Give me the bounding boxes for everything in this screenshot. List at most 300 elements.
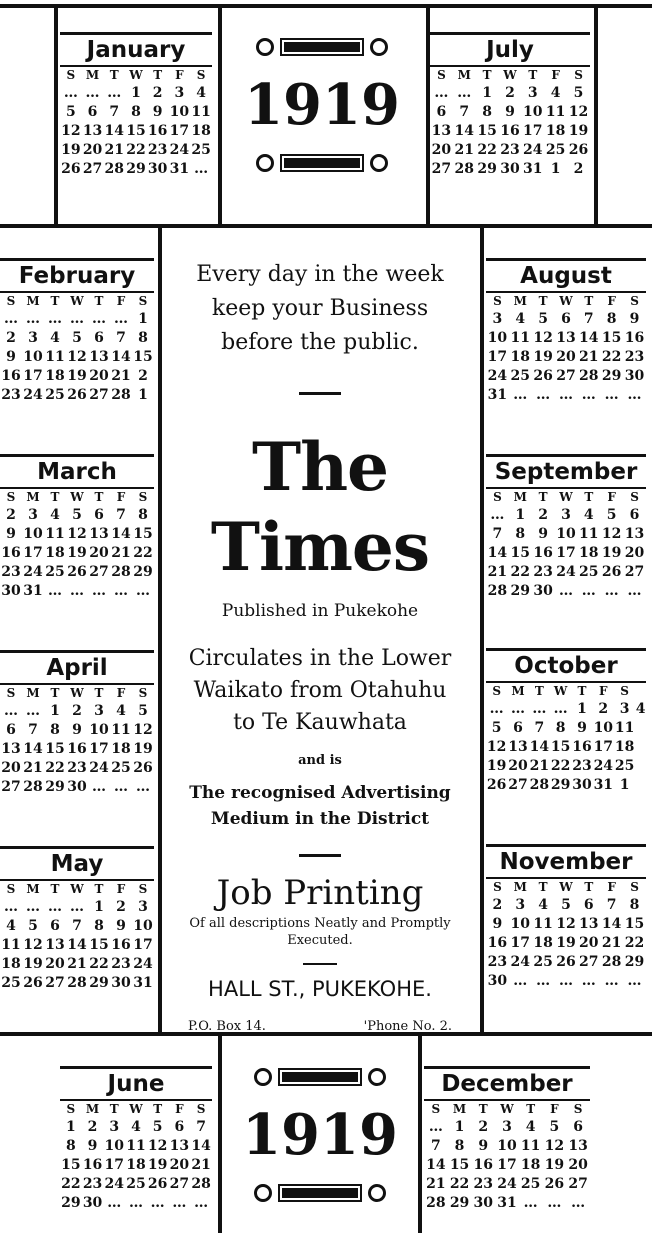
day-cell: … bbox=[114, 583, 128, 599]
day-cell: … bbox=[604, 973, 619, 989]
day-cell: 9 bbox=[478, 1138, 489, 1154]
day-cell: 21 bbox=[454, 142, 474, 158]
circulation-text bbox=[162, 643, 478, 739]
week-row bbox=[60, 84, 212, 103]
day-cell: 3 bbox=[109, 1119, 120, 1135]
day-cell: 4 bbox=[583, 507, 594, 523]
day-cell: 25 bbox=[614, 758, 635, 774]
ring-hole-icon bbox=[254, 1068, 272, 1086]
day-cell: 19 bbox=[486, 758, 507, 774]
day-cell: 3 bbox=[515, 897, 526, 913]
day-cell: 28 bbox=[23, 779, 43, 795]
day-cell: 15 bbox=[126, 123, 146, 139]
weekday-header: S bbox=[138, 294, 148, 308]
week-row bbox=[486, 367, 646, 386]
day-cell: … bbox=[114, 779, 128, 795]
day-cell: 17 bbox=[487, 349, 508, 365]
times-advertisement bbox=[162, 230, 478, 1034]
day-cell: 14 bbox=[426, 1157, 446, 1173]
day-cell: 28 bbox=[454, 161, 474, 177]
day-cell: 13 bbox=[431, 123, 452, 139]
day-cell: 3 bbox=[174, 85, 185, 101]
week-row bbox=[0, 702, 154, 721]
weekday-header: F bbox=[550, 1102, 559, 1116]
weekday-header: T bbox=[94, 882, 104, 896]
day-cell: 19 bbox=[556, 935, 576, 951]
day-cell: 9 bbox=[538, 526, 548, 542]
day-cell: 13 bbox=[579, 916, 599, 932]
weekday-header: T bbox=[577, 684, 587, 698]
ring-bar-icon bbox=[280, 154, 364, 172]
day-cell: 16 bbox=[624, 330, 645, 346]
day-cell: 28 bbox=[111, 564, 131, 580]
day-cell: 20 bbox=[169, 1157, 190, 1173]
week-row bbox=[0, 506, 154, 525]
day-cell: … bbox=[48, 311, 62, 327]
day-cell: 28 bbox=[487, 583, 508, 599]
ring-hole-icon bbox=[256, 38, 274, 56]
day-cell: 22 bbox=[601, 349, 622, 365]
day-cell: 4 bbox=[525, 1119, 536, 1135]
weekday-header: S bbox=[630, 880, 639, 894]
day-cell: 18 bbox=[45, 368, 65, 384]
week-row bbox=[0, 582, 154, 601]
day-cell: 5 bbox=[491, 720, 502, 736]
week-row bbox=[60, 103, 212, 122]
day-cell: 17 bbox=[523, 123, 543, 139]
divider bbox=[299, 854, 341, 857]
weekday-header: S bbox=[6, 686, 16, 700]
week-row bbox=[424, 1137, 590, 1156]
weekday-header: M bbox=[511, 684, 525, 698]
day-cell: 4 bbox=[635, 701, 646, 717]
month-november bbox=[486, 844, 646, 991]
day-cell: 3 bbox=[527, 85, 538, 101]
divider bbox=[303, 963, 337, 965]
day-cell: 3 bbox=[492, 311, 503, 327]
day-cell: 22 bbox=[89, 956, 109, 972]
day-cell: 27 bbox=[89, 564, 109, 580]
day-cell: 3 bbox=[502, 1119, 512, 1135]
week-row bbox=[0, 974, 154, 993]
weekday-header: S bbox=[6, 882, 16, 896]
day-cell: … bbox=[114, 311, 128, 327]
recognised-line: Medium in the District bbox=[210, 809, 430, 829]
weekday-header: T bbox=[526, 1102, 536, 1116]
weekday-header: F bbox=[175, 1102, 184, 1116]
day-cell: 31 bbox=[133, 975, 153, 991]
day-cell: 14 bbox=[487, 545, 508, 561]
day-cell: 22 bbox=[477, 142, 497, 158]
day-cell: 15 bbox=[477, 123, 497, 139]
day-cell: 20 bbox=[579, 935, 599, 951]
day-cell: 19 bbox=[544, 1157, 565, 1173]
weekday-header: W bbox=[129, 1102, 143, 1116]
weekday-header: T bbox=[482, 68, 492, 82]
day-cell: 16 bbox=[487, 935, 508, 951]
day-cell: 3 bbox=[619, 701, 630, 717]
weekday-header: T bbox=[584, 294, 594, 308]
day-cell: 12 bbox=[23, 937, 43, 953]
day-cell: 6 bbox=[94, 330, 104, 346]
day-cell: 15 bbox=[61, 1157, 81, 1173]
weekday-header: F bbox=[607, 294, 616, 308]
day-cell: 9 bbox=[505, 104, 515, 120]
day-cell: … bbox=[558, 583, 573, 599]
weekday-header: W bbox=[559, 490, 573, 504]
week-row bbox=[0, 778, 154, 797]
day-cell: … bbox=[428, 1119, 443, 1135]
day-cell: 4 bbox=[116, 703, 126, 719]
day-cell: … bbox=[523, 1195, 538, 1211]
day-cell: 7 bbox=[196, 1119, 206, 1135]
weekday-header: T bbox=[478, 1102, 488, 1116]
day-cell: 24 bbox=[523, 142, 543, 158]
day-cell: 17 bbox=[23, 368, 43, 384]
weekday-header: M bbox=[26, 294, 40, 308]
day-cell: … bbox=[490, 507, 505, 523]
day-cell: 29 bbox=[449, 1195, 470, 1211]
day-cell: 15 bbox=[449, 1157, 470, 1173]
month-title: July bbox=[430, 32, 590, 67]
day-cell: 19 bbox=[61, 142, 81, 158]
day-cell: 12 bbox=[67, 526, 87, 542]
day-cell: 13 bbox=[624, 526, 645, 542]
day-cell: … bbox=[510, 701, 525, 717]
day-cell: 2 bbox=[6, 507, 16, 523]
day-cell: 25 bbox=[510, 368, 530, 384]
day-cell: 12 bbox=[544, 1138, 565, 1154]
day-cell: 30 bbox=[500, 161, 520, 177]
month-title: October bbox=[486, 648, 646, 683]
week-row bbox=[424, 1194, 590, 1213]
day-cell: 23 bbox=[111, 956, 131, 972]
month-grid bbox=[0, 881, 154, 993]
day-cell: 1 bbox=[94, 899, 104, 915]
day-cell: 9 bbox=[116, 918, 126, 934]
published-in: Published in Pukekohe bbox=[221, 601, 419, 621]
day-cell: 20 bbox=[45, 956, 65, 972]
day-cell: 10 bbox=[556, 526, 576, 542]
weekday-header: T bbox=[584, 880, 594, 894]
day-cell: 29 bbox=[510, 583, 530, 599]
month-grid bbox=[0, 489, 154, 601]
weekday-header: S bbox=[493, 880, 502, 894]
day-cell: 19 bbox=[601, 545, 622, 561]
day-cell: 2 bbox=[87, 1119, 98, 1135]
ring-bar-icon bbox=[278, 1068, 362, 1086]
day-cell: 17 bbox=[169, 123, 190, 139]
day-cell: … bbox=[26, 703, 40, 719]
day-cell: 27 bbox=[431, 161, 452, 177]
week-row bbox=[0, 367, 154, 386]
week-row bbox=[424, 1156, 590, 1175]
week-row bbox=[486, 896, 646, 915]
day-cell: 25 bbox=[126, 1176, 146, 1192]
day-cell: 16 bbox=[67, 741, 87, 757]
day-cell: 11 bbox=[191, 104, 211, 120]
month-december bbox=[424, 1066, 590, 1213]
month-june bbox=[60, 1066, 212, 1213]
day-cell: 5 bbox=[72, 507, 82, 523]
binder-ring bbox=[222, 154, 422, 172]
month-grid bbox=[60, 67, 212, 179]
day-cell: … bbox=[558, 387, 573, 403]
day-cell: 3 bbox=[561, 507, 571, 523]
day-cell: 30 bbox=[67, 779, 87, 795]
day-cell: 9 bbox=[6, 526, 16, 542]
day-cell: 7 bbox=[72, 918, 82, 934]
day-cell: 18 bbox=[1, 956, 21, 972]
day-cell: 21 bbox=[579, 349, 599, 365]
day-cell: 8 bbox=[629, 897, 640, 913]
day-cell: 24 bbox=[23, 387, 43, 403]
weekday-header: S bbox=[620, 684, 629, 698]
ring-bar-icon bbox=[280, 38, 364, 56]
day-cell: … bbox=[136, 779, 150, 795]
day-cell: 6 bbox=[561, 311, 571, 327]
day-cell: 2 bbox=[538, 507, 548, 523]
day-cell: 9 bbox=[72, 722, 82, 738]
day-cell: 17 bbox=[510, 935, 530, 951]
weekday-header: S bbox=[66, 1102, 76, 1116]
day-cell: 14 bbox=[67, 937, 87, 953]
day-cell: 25 bbox=[545, 142, 566, 158]
day-cell: 3 bbox=[138, 899, 148, 915]
day-cell: 11 bbox=[1, 937, 21, 953]
weekday-header: T bbox=[50, 490, 60, 504]
po-box: P.O. Box 14. bbox=[188, 1019, 266, 1034]
day-cell: 27 bbox=[82, 161, 103, 177]
day-cell: 17 bbox=[556, 545, 576, 561]
day-cell: 24 bbox=[89, 760, 109, 776]
day-cell: 7 bbox=[116, 330, 126, 346]
day-cell: 28 bbox=[529, 777, 550, 793]
day-cell: … bbox=[547, 1195, 562, 1211]
day-cell: 6 bbox=[6, 722, 16, 738]
day-cell: 10 bbox=[510, 916, 530, 932]
day-cell: 17 bbox=[133, 937, 153, 953]
day-cell: 23 bbox=[500, 142, 520, 158]
day-cell: 24 bbox=[487, 368, 508, 384]
day-cell: 1 bbox=[577, 701, 587, 717]
day-cell: 5 bbox=[28, 918, 38, 934]
day-cell: 1 bbox=[454, 1119, 465, 1135]
day-cell: 10 bbox=[169, 104, 190, 120]
day-cell: 25 bbox=[520, 1176, 541, 1192]
day-cell: 14 bbox=[579, 330, 599, 346]
divider bbox=[418, 1034, 422, 1233]
day-cell: 26 bbox=[544, 1176, 565, 1192]
day-cell: 7 bbox=[583, 311, 594, 327]
weekday-header: W bbox=[129, 68, 143, 82]
divider bbox=[480, 226, 484, 1034]
day-cell: 31 bbox=[169, 161, 190, 177]
day-cell: 18 bbox=[533, 935, 553, 951]
month-title: January bbox=[60, 32, 212, 67]
day-cell: 19 bbox=[23, 956, 43, 972]
weekday-header-row bbox=[0, 881, 154, 898]
day-cell: 2 bbox=[478, 1119, 489, 1135]
day-cell: 18 bbox=[545, 123, 566, 139]
day-cell: 2 bbox=[6, 330, 16, 346]
day-cell: 23 bbox=[533, 564, 553, 580]
recognised-medium bbox=[162, 780, 478, 832]
ring-hole-icon bbox=[370, 154, 388, 172]
day-cell: 20 bbox=[556, 349, 576, 365]
binder-ring bbox=[222, 1184, 418, 1202]
binder-ring bbox=[222, 1068, 418, 1086]
week-row bbox=[0, 759, 154, 778]
ring-hole-icon bbox=[368, 1068, 386, 1086]
day-cell: 7 bbox=[459, 104, 470, 120]
day-cell: 5 bbox=[606, 507, 617, 523]
day-cell: 27 bbox=[579, 954, 599, 970]
day-cell: 17 bbox=[23, 545, 43, 561]
newspaper-title: The Times bbox=[210, 428, 430, 586]
day-cell: 5 bbox=[573, 85, 584, 101]
day-cell: 23 bbox=[1, 564, 21, 580]
day-cell: 11 bbox=[126, 1138, 146, 1154]
day-cell: 16 bbox=[533, 545, 553, 561]
day-cell: 26 bbox=[23, 975, 43, 991]
day-cell: 2 bbox=[492, 897, 503, 913]
day-cell: 7 bbox=[492, 526, 503, 542]
day-cell: 6 bbox=[513, 720, 523, 736]
day-cell: 14 bbox=[111, 349, 131, 365]
day-cell: 9 bbox=[152, 104, 163, 120]
ad-slogan-line: Every day in the week bbox=[196, 262, 444, 287]
month-september bbox=[486, 454, 646, 601]
day-cell: 1 bbox=[138, 387, 148, 403]
day-cell: 28 bbox=[601, 954, 622, 970]
day-cell: 15 bbox=[133, 349, 153, 365]
weekday-header: T bbox=[50, 686, 60, 700]
ring-hole-icon bbox=[368, 1184, 386, 1202]
day-cell: 26 bbox=[67, 564, 87, 580]
day-cell: … bbox=[604, 387, 619, 403]
day-cell: 23 bbox=[82, 1176, 103, 1192]
month-title: May bbox=[0, 846, 154, 881]
weekday-header: S bbox=[630, 490, 639, 504]
day-cell: 4 bbox=[131, 1119, 141, 1135]
day-cell: 20 bbox=[82, 142, 103, 158]
day-cell: 22 bbox=[126, 142, 146, 158]
day-cell: 22 bbox=[550, 758, 571, 774]
day-cell: 7 bbox=[606, 897, 617, 913]
day-cell: … bbox=[558, 973, 573, 989]
day-cell: 16 bbox=[500, 123, 520, 139]
weekday-header: W bbox=[70, 686, 84, 700]
day-cell: 17 bbox=[497, 1157, 517, 1173]
day-cell: 12 bbox=[61, 123, 81, 139]
month-july bbox=[430, 32, 590, 179]
day-cell: 11 bbox=[111, 722, 131, 738]
day-cell: 20 bbox=[508, 758, 528, 774]
day-cell: 26 bbox=[556, 954, 576, 970]
week-row bbox=[486, 544, 646, 563]
weekday-header: T bbox=[538, 490, 548, 504]
week-row bbox=[486, 563, 646, 582]
week-row bbox=[60, 1137, 212, 1156]
day-cell: … bbox=[194, 1195, 209, 1211]
weekday-header: T bbox=[528, 68, 538, 82]
day-cell: 11 bbox=[579, 526, 599, 542]
day-cell: 23 bbox=[473, 1176, 493, 1192]
day-cell: 27 bbox=[45, 975, 65, 991]
day-cell: 19 bbox=[533, 349, 553, 365]
weekday-header: M bbox=[452, 1102, 467, 1116]
day-cell: … bbox=[136, 583, 150, 599]
week-row bbox=[430, 122, 590, 141]
week-row bbox=[486, 700, 646, 719]
circulation-line: Waikato from Otahuhu bbox=[193, 678, 447, 703]
day-cell: 12 bbox=[568, 104, 589, 120]
day-cell: 21 bbox=[191, 1157, 211, 1173]
week-row bbox=[486, 310, 646, 329]
month-title: November bbox=[486, 844, 646, 879]
week-row bbox=[424, 1118, 590, 1137]
day-cell: 10 bbox=[104, 1138, 124, 1154]
day-cell: 19 bbox=[67, 545, 87, 561]
day-cell: 8 bbox=[606, 311, 617, 327]
week-row bbox=[0, 525, 154, 544]
weekday-header: S bbox=[138, 882, 148, 896]
day-cell: 10 bbox=[133, 918, 153, 934]
day-cell: … bbox=[627, 387, 642, 403]
weekday-header: S bbox=[196, 68, 206, 82]
day-cell: 29 bbox=[126, 161, 146, 177]
day-cell: 24 bbox=[593, 758, 614, 774]
week-row bbox=[486, 776, 646, 795]
day-cell: … bbox=[553, 701, 568, 717]
day-cell: … bbox=[107, 85, 122, 101]
day-cell: 9 bbox=[492, 916, 503, 932]
month-grid bbox=[424, 1101, 590, 1213]
day-cell: 12 bbox=[601, 526, 622, 542]
month-title: April bbox=[0, 650, 154, 685]
day-cell: 29 bbox=[45, 779, 65, 795]
week-row bbox=[486, 953, 646, 972]
month-grid bbox=[486, 489, 646, 601]
day-cell: 10 bbox=[523, 104, 543, 120]
weekday-header-row bbox=[486, 489, 646, 506]
day-cell: … bbox=[85, 85, 100, 101]
day-cell: 5 bbox=[549, 1119, 560, 1135]
weekday-header: F bbox=[116, 294, 126, 308]
day-cell: 31 bbox=[593, 777, 614, 793]
ring-hole-icon bbox=[256, 154, 274, 172]
weekday-header: T bbox=[534, 684, 544, 698]
day-cell: 26 bbox=[568, 142, 589, 158]
day-cell: 13 bbox=[82, 123, 103, 139]
job-description bbox=[162, 915, 478, 949]
day-cell: … bbox=[513, 973, 528, 989]
day-cell: 16 bbox=[473, 1157, 493, 1173]
day-cell: 19 bbox=[133, 741, 153, 757]
day-cell: 11 bbox=[545, 104, 566, 120]
month-grid bbox=[0, 685, 154, 797]
day-cell: 1 bbox=[131, 85, 141, 101]
day-cell: 6 bbox=[87, 104, 98, 120]
week-row bbox=[0, 544, 154, 563]
month-grid bbox=[0, 293, 154, 405]
day-cell: 21 bbox=[601, 935, 622, 951]
day-cell: 14 bbox=[23, 741, 43, 757]
day-cell: 18 bbox=[191, 123, 211, 139]
weekday-header: M bbox=[85, 1102, 100, 1116]
day-cell: 29 bbox=[624, 954, 645, 970]
